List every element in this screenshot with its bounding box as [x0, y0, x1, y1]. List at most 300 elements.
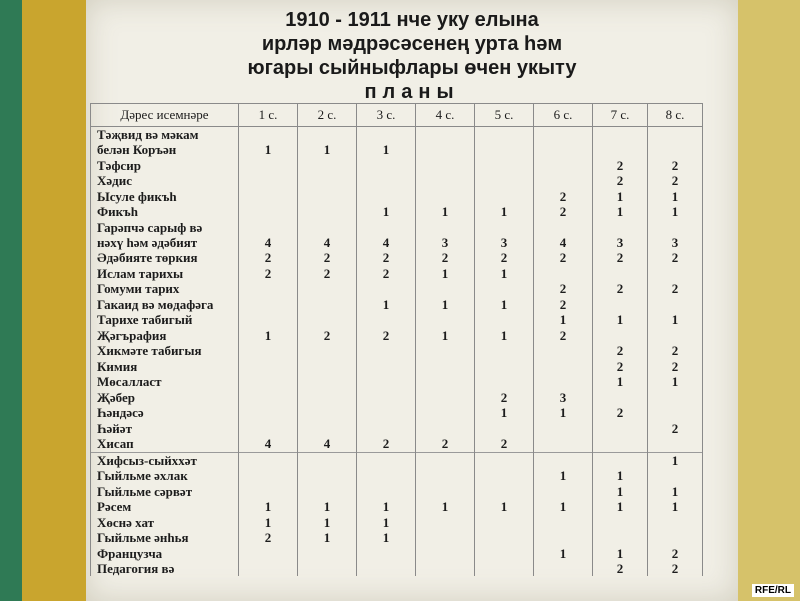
table-row — [91, 468, 703, 484]
hours-cell: 1 — [239, 328, 298, 344]
hours-cell — [357, 374, 416, 390]
subject-cell: Хифсыз-сыйххәт — [91, 452, 239, 468]
table-row — [91, 250, 703, 266]
subject-cell: Гыйльме сәрвәт — [91, 484, 239, 500]
hours-cell — [416, 515, 475, 531]
hours-cell — [475, 127, 534, 143]
hours-cell — [416, 452, 475, 468]
hours-cell: 2 — [534, 281, 593, 297]
subject-cell: Тәҗвид вә мәкам — [91, 127, 239, 143]
hours-cell: 2 — [416, 250, 475, 266]
subject-cell: Җәбер — [91, 390, 239, 406]
subject-cell: Педагогия вә — [91, 561, 239, 576]
hours-cell: 1 — [648, 484, 703, 500]
hours-cell: 2 — [648, 359, 703, 375]
hours-cell — [534, 266, 593, 282]
hours-cell: 1 — [298, 515, 357, 531]
hours-cell — [298, 546, 357, 562]
hours-cell — [239, 158, 298, 174]
hours-cell: 1 — [298, 142, 357, 158]
hours-cell — [239, 220, 298, 235]
hours-cell: 1 — [298, 499, 357, 515]
column-header: Дәрес исемнәре — [91, 104, 239, 127]
hours-cell — [475, 546, 534, 562]
hours-cell — [357, 220, 416, 235]
hours-cell: 4 — [534, 235, 593, 251]
document-heading — [86, 8, 738, 104]
hours-cell — [416, 220, 475, 235]
subject-cell: Рәсем — [91, 499, 239, 515]
hours-cell — [593, 220, 648, 235]
hours-cell: 4 — [357, 235, 416, 251]
hours-cell: 1 — [648, 204, 703, 220]
hours-cell: 2 — [298, 328, 357, 344]
hours-cell — [239, 343, 298, 359]
hours-cell — [357, 484, 416, 500]
hours-cell: 1 — [239, 515, 298, 531]
hours-cell: 1 — [648, 374, 703, 390]
column-header: 5 с. — [475, 104, 534, 127]
hours-cell — [357, 343, 416, 359]
hours-cell — [298, 452, 357, 468]
table-row — [91, 343, 703, 359]
table-row — [91, 374, 703, 390]
hours-cell — [534, 374, 593, 390]
hours-cell — [357, 127, 416, 143]
hours-cell — [534, 530, 593, 546]
hours-cell — [298, 189, 357, 205]
hours-cell — [357, 405, 416, 421]
table-row — [91, 235, 703, 251]
hours-cell — [298, 173, 357, 189]
hours-cell — [593, 421, 648, 437]
hours-cell — [416, 530, 475, 546]
hours-cell: 3 — [416, 235, 475, 251]
hours-cell: 2 — [357, 436, 416, 452]
hours-cell: 2 — [298, 266, 357, 282]
hours-cell: 2 — [534, 204, 593, 220]
hours-cell — [239, 312, 298, 328]
hours-cell — [239, 405, 298, 421]
table-row — [91, 405, 703, 421]
hours-cell — [593, 436, 648, 452]
hours-cell — [534, 127, 593, 143]
hours-cell — [648, 515, 703, 531]
hours-cell — [593, 266, 648, 282]
hours-cell — [416, 142, 475, 158]
hours-cell: 2 — [593, 359, 648, 375]
heading-line-2: ирләр мәдрәсәсенең урта һәм — [261, 33, 563, 55]
column-header: 3 с. — [357, 104, 416, 127]
hours-cell — [416, 421, 475, 437]
hours-cell: 1 — [648, 499, 703, 515]
column-header: 8 с. — [648, 104, 703, 127]
hours-cell: 4 — [298, 436, 357, 452]
hours-cell — [648, 468, 703, 484]
hours-cell: 1 — [593, 312, 648, 328]
hours-cell — [357, 359, 416, 375]
column-header: 1 с. — [239, 104, 298, 127]
hours-cell — [357, 312, 416, 328]
hours-cell: 3 — [534, 390, 593, 406]
hours-cell: 1 — [357, 297, 416, 313]
hours-cell — [298, 158, 357, 174]
hours-cell — [357, 390, 416, 406]
hours-cell: 1 — [593, 499, 648, 515]
table-row — [91, 499, 703, 515]
hours-cell — [416, 158, 475, 174]
hours-cell — [357, 561, 416, 576]
hours-cell — [534, 452, 593, 468]
frame-right-edge — [738, 0, 800, 601]
hours-cell — [239, 546, 298, 562]
hours-cell — [648, 297, 703, 313]
hours-cell — [593, 142, 648, 158]
hours-cell: 1 — [416, 297, 475, 313]
hours-cell: 2 — [593, 405, 648, 421]
hours-cell: 2 — [357, 328, 416, 344]
hours-cell — [475, 158, 534, 174]
hours-cell: 1 — [416, 204, 475, 220]
table-row — [91, 297, 703, 313]
hours-cell: 2 — [593, 158, 648, 174]
hours-cell — [593, 328, 648, 344]
hours-cell — [239, 359, 298, 375]
hours-cell: 1 — [593, 468, 648, 484]
hours-cell — [298, 359, 357, 375]
hours-cell — [357, 189, 416, 205]
hours-cell — [534, 436, 593, 452]
column-header: 7 с. — [593, 104, 648, 127]
subject-cell: Ысуле фикъһ — [91, 189, 239, 205]
subject-cell: Хәдис — [91, 173, 239, 189]
table-row — [91, 189, 703, 205]
hours-cell — [475, 515, 534, 531]
hours-cell: 1 — [475, 266, 534, 282]
hours-cell — [534, 484, 593, 500]
hours-cell: 2 — [593, 173, 648, 189]
hours-cell — [239, 189, 298, 205]
hours-cell: 2 — [534, 297, 593, 313]
hours-cell — [416, 127, 475, 143]
hours-cell: 2 — [593, 561, 648, 576]
hours-cell — [475, 343, 534, 359]
subject-cell: Гыйльме әхлак — [91, 468, 239, 484]
subject-cell: Мөсалласт — [91, 374, 239, 390]
hours-cell — [298, 421, 357, 437]
hours-cell: 1 — [648, 452, 703, 468]
hours-cell — [475, 530, 534, 546]
hours-cell — [298, 468, 357, 484]
hours-cell — [357, 158, 416, 174]
hours-cell: 1 — [416, 266, 475, 282]
table-row — [91, 546, 703, 562]
hours-cell: 2 — [648, 343, 703, 359]
hours-cell — [357, 452, 416, 468]
hours-cell — [357, 546, 416, 562]
table-row — [91, 484, 703, 500]
hours-cell: 1 — [593, 189, 648, 205]
hours-cell: 2 — [648, 421, 703, 437]
subject-cell: белән Коръән — [91, 142, 239, 158]
paper-sheet — [86, 0, 738, 601]
hours-cell — [475, 484, 534, 500]
subject-cell: Хикмәте табигыя — [91, 343, 239, 359]
hours-cell — [475, 359, 534, 375]
hours-cell — [239, 281, 298, 297]
hours-cell — [298, 484, 357, 500]
hours-cell — [416, 189, 475, 205]
hours-cell — [416, 546, 475, 562]
hours-cell — [416, 561, 475, 576]
hours-cell: 1 — [648, 312, 703, 328]
hours-cell — [416, 312, 475, 328]
subject-cell: Әдәбияте төркия — [91, 250, 239, 266]
hours-cell — [475, 421, 534, 437]
subject-cell: Тарихе табигый — [91, 312, 239, 328]
hours-cell: 2 — [593, 250, 648, 266]
hours-cell — [648, 220, 703, 235]
hours-cell — [648, 436, 703, 452]
table-row — [91, 359, 703, 375]
column-header: 4 с. — [416, 104, 475, 127]
hours-cell — [534, 359, 593, 375]
hours-cell — [416, 484, 475, 500]
hours-cell: 1 — [239, 142, 298, 158]
hours-cell — [239, 374, 298, 390]
hours-cell — [239, 127, 298, 143]
subject-cell: нәхү һәм әдәбият — [91, 235, 239, 251]
hours-cell: 1 — [475, 297, 534, 313]
hours-cell: 2 — [239, 266, 298, 282]
hours-cell: 1 — [357, 499, 416, 515]
hours-cell — [475, 312, 534, 328]
hours-cell — [298, 281, 357, 297]
table-row — [91, 328, 703, 344]
hours-cell: 2 — [534, 250, 593, 266]
hours-cell: 1 — [239, 499, 298, 515]
column-header: 6 с. — [534, 104, 593, 127]
table-row — [91, 515, 703, 531]
subject-cell: Фикъһ — [91, 204, 239, 220]
hours-cell — [593, 452, 648, 468]
subject-cell: Гарәпчә сарыф вә — [91, 220, 239, 235]
hours-cell — [534, 421, 593, 437]
hours-cell — [475, 281, 534, 297]
hours-cell: 2 — [475, 250, 534, 266]
hours-cell — [534, 561, 593, 576]
hours-cell — [298, 561, 357, 576]
hours-cell — [593, 297, 648, 313]
hours-cell: 1 — [357, 204, 416, 220]
hours-cell — [298, 127, 357, 143]
hours-cell — [534, 515, 593, 531]
hours-cell: 3 — [593, 235, 648, 251]
hours-cell — [416, 390, 475, 406]
hours-cell — [239, 468, 298, 484]
hours-cell: 2 — [357, 250, 416, 266]
hours-cell: 1 — [534, 499, 593, 515]
hours-cell: 1 — [475, 204, 534, 220]
hours-cell — [298, 204, 357, 220]
hours-cell — [593, 515, 648, 531]
hours-cell: 1 — [475, 405, 534, 421]
hours-cell — [239, 452, 298, 468]
hours-cell: 1 — [298, 530, 357, 546]
watermark: RFE/RL — [752, 584, 794, 597]
hours-cell: 1 — [416, 328, 475, 344]
hours-cell — [534, 142, 593, 158]
column-header: 2 с. — [298, 104, 357, 127]
hours-cell — [648, 530, 703, 546]
hours-cell: 1 — [534, 546, 593, 562]
subject-cell: Гыйльме әнһья — [91, 530, 239, 546]
hours-cell — [648, 142, 703, 158]
hours-cell — [357, 281, 416, 297]
table-row — [91, 173, 703, 189]
hours-cell: 1 — [534, 312, 593, 328]
subject-cell: Гакаид вә мөдафәга — [91, 297, 239, 313]
hours-cell — [593, 390, 648, 406]
hours-cell: 2 — [357, 266, 416, 282]
hours-cell — [475, 189, 534, 205]
subject-cell: Тәфсир — [91, 158, 239, 174]
hours-cell: 3 — [648, 235, 703, 251]
hours-cell: 2 — [648, 546, 703, 562]
hours-cell: 1 — [648, 189, 703, 205]
curriculum-table — [90, 103, 703, 576]
heading-line-1: 1910 - 1911 нче уку елына — [285, 9, 539, 31]
hours-cell — [416, 173, 475, 189]
table-row — [91, 266, 703, 282]
table-row — [91, 127, 703, 143]
hours-cell — [298, 297, 357, 313]
table-body — [91, 127, 703, 577]
hours-cell — [416, 359, 475, 375]
table-row — [91, 530, 703, 546]
hours-cell — [298, 343, 357, 359]
hours-cell: 1 — [416, 499, 475, 515]
heading-line-3: югары сыйныфлары өчен укыту — [247, 57, 577, 79]
table-row — [91, 452, 703, 468]
hours-cell: 2 — [534, 328, 593, 344]
hours-cell — [239, 484, 298, 500]
hours-cell — [416, 374, 475, 390]
hours-cell — [416, 405, 475, 421]
hours-cell — [648, 390, 703, 406]
hours-cell: 1 — [593, 484, 648, 500]
hours-cell — [357, 468, 416, 484]
hours-cell: 1 — [475, 499, 534, 515]
heading-line-4: планы — [364, 81, 460, 103]
hours-cell: 1 — [357, 530, 416, 546]
hours-cell — [357, 421, 416, 437]
hours-cell: 2 — [648, 158, 703, 174]
hours-cell — [593, 127, 648, 143]
hours-cell — [298, 312, 357, 328]
table-row — [91, 390, 703, 406]
hours-cell — [475, 468, 534, 484]
hours-cell — [475, 142, 534, 158]
hours-cell — [239, 204, 298, 220]
hours-cell: 2 — [593, 281, 648, 297]
subject-cell: Ислам тарихы — [91, 266, 239, 282]
hours-cell: 1 — [475, 328, 534, 344]
hours-cell — [475, 374, 534, 390]
hours-cell — [416, 468, 475, 484]
hours-cell: 2 — [648, 281, 703, 297]
hours-cell: 1 — [593, 546, 648, 562]
hours-cell: 2 — [416, 436, 475, 452]
hours-cell: 1 — [593, 204, 648, 220]
hours-cell — [648, 405, 703, 421]
hours-cell — [298, 220, 357, 235]
table-row — [91, 436, 703, 452]
hours-cell: 2 — [475, 390, 534, 406]
hours-cell: 1 — [357, 515, 416, 531]
hours-cell: 2 — [534, 189, 593, 205]
subject-cell: Хисап — [91, 436, 239, 452]
hours-cell — [416, 343, 475, 359]
hours-cell: 2 — [593, 343, 648, 359]
table-header-row — [91, 104, 703, 127]
subject-cell: Һәндәсә — [91, 405, 239, 421]
table-row — [91, 220, 703, 235]
hours-cell — [239, 297, 298, 313]
subject-cell: Хөснә хат — [91, 515, 239, 531]
hours-cell — [475, 452, 534, 468]
hours-cell — [416, 281, 475, 297]
table-row — [91, 312, 703, 328]
subject-cell: Гомуми тарих — [91, 281, 239, 297]
hours-cell — [357, 173, 416, 189]
subject-cell: Җәгърафия — [91, 328, 239, 344]
hours-cell: 2 — [298, 250, 357, 266]
hours-cell: 2 — [648, 173, 703, 189]
table-row — [91, 142, 703, 158]
hours-cell — [534, 158, 593, 174]
green-wall-strip — [0, 0, 22, 601]
hours-cell: 2 — [475, 436, 534, 452]
hours-cell: 2 — [239, 530, 298, 546]
hours-cell — [648, 127, 703, 143]
subject-cell: Французча — [91, 546, 239, 562]
hours-cell: 1 — [534, 468, 593, 484]
hours-cell: 1 — [593, 374, 648, 390]
hours-cell — [239, 173, 298, 189]
hours-cell: 2 — [648, 561, 703, 576]
hours-cell — [239, 561, 298, 576]
hours-cell — [298, 390, 357, 406]
hours-cell — [593, 530, 648, 546]
table-row — [91, 421, 703, 437]
hours-cell: 2 — [648, 250, 703, 266]
table-row — [91, 281, 703, 297]
hours-cell — [298, 405, 357, 421]
hours-cell: 4 — [298, 235, 357, 251]
hours-cell: 3 — [475, 235, 534, 251]
hours-cell — [648, 328, 703, 344]
hours-cell: 1 — [534, 405, 593, 421]
hours-cell — [534, 343, 593, 359]
hours-cell: 2 — [239, 250, 298, 266]
hours-cell — [534, 220, 593, 235]
subject-cell: Кимия — [91, 359, 239, 375]
hours-cell — [475, 561, 534, 576]
hours-cell — [239, 421, 298, 437]
hours-cell — [648, 266, 703, 282]
hours-cell — [475, 173, 534, 189]
